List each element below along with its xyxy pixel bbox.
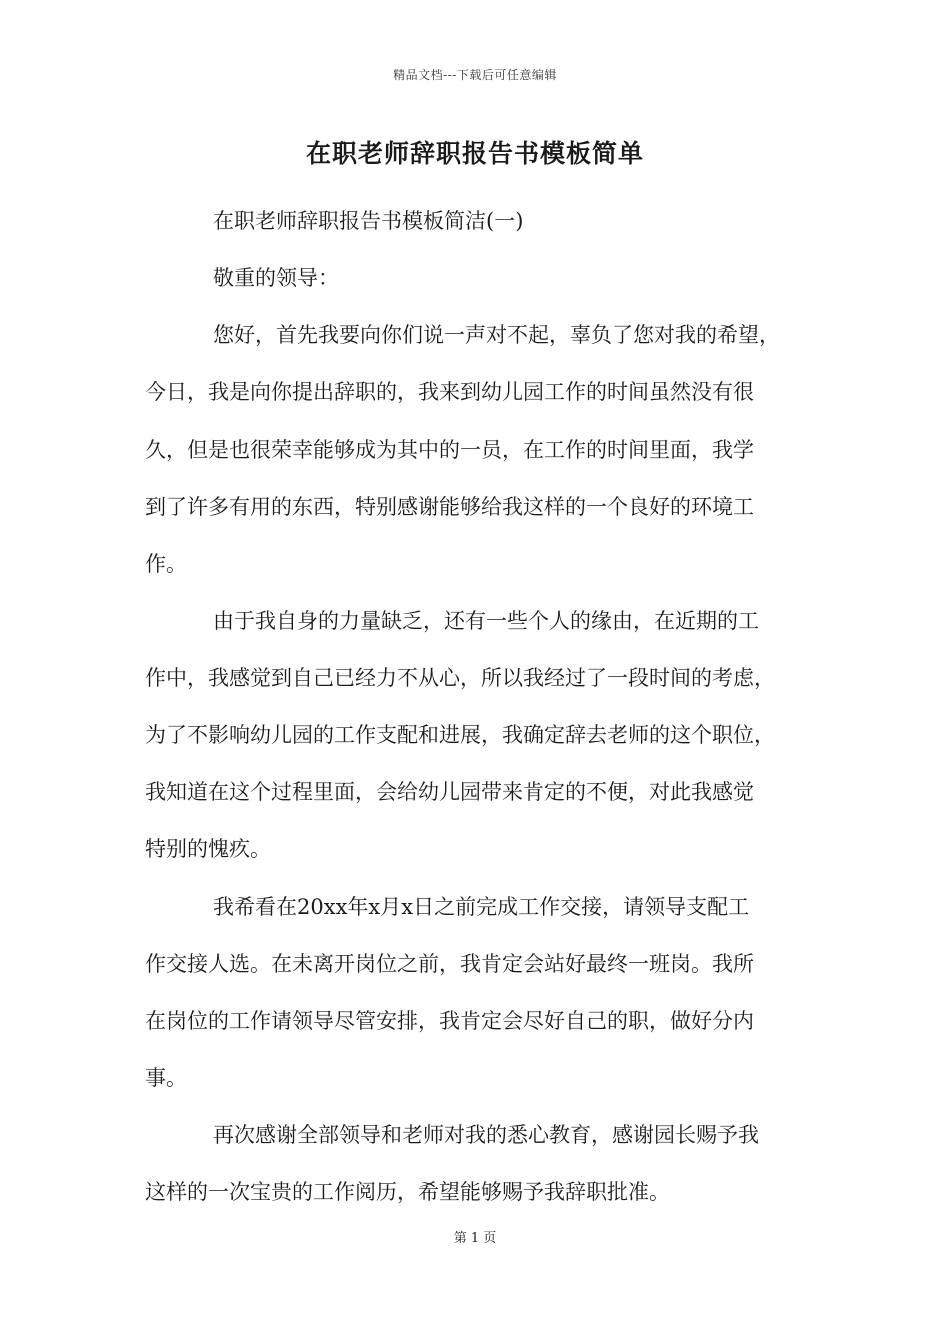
paragraph-line: 事。 xyxy=(145,1066,187,1090)
paragraph-line: 在岗位的工作请领导尽管安排，我肯定会尽好自己的职，做好分内 xyxy=(145,1009,754,1033)
document-title: 在职老师辞职报告书模板简单 xyxy=(305,139,644,168)
paragraph-line: 作中，我感觉到自己已经力不从心，所以我经过了一段时间的考虑， xyxy=(145,666,775,690)
paragraph-line: 再次感谢全部领导和老师对我的悉心教育，感谢园长赐予我 xyxy=(213,1123,759,1147)
salutation: 敬重的领导： xyxy=(213,266,339,290)
paragraph-line: 到了许多有用的东西，特别感谢能够给我这样的一个良好的环境工 xyxy=(145,495,754,519)
paragraph-line: 久，但是也很荣幸能够成为其中的一员，在工作的时间里面，我学 xyxy=(145,438,754,462)
paragraph-line: 今日，我是向你提出辞职的，我来到幼儿园工作的时间虽然没有很 xyxy=(145,380,754,404)
paragraph-line: 由于我自身的力量缺乏，还有一些个人的缘由，在近期的工 xyxy=(213,609,759,633)
paragraph-line: 我知道在这个过程里面，会给幼儿园带来肯定的不便，对此我感觉 xyxy=(145,780,754,804)
header-note: 精品文档---下载后可任意编辑 xyxy=(393,68,557,82)
paragraph-line: 您好，首先我要向你们说一声对不起，辜负了您对我的希望， xyxy=(213,323,780,347)
paragraph-line: 特别的愧疚。 xyxy=(145,837,271,861)
paragraph-line: 这样的一次宝贵的工作阅历，希望能够赐予我辞职批准。 xyxy=(145,1180,670,1204)
page-number: 第 1 页 xyxy=(453,1231,497,1246)
paragraph-line: 作。 xyxy=(145,552,187,576)
document-subtitle: 在职老师辞职报告书模板简洁(一) xyxy=(213,209,524,233)
paragraph-line: 我希看在20xx年x月x日之前完成工作交接，请领导支配工 xyxy=(213,895,750,919)
paragraph-line: 作交接人选。在未离开岗位之前，我肯定会站好最终一班岗。我所 xyxy=(145,952,754,976)
paragraph-line: 为了不影响幼儿园的工作支配和进展，我确定辞去老师的这个职位， xyxy=(145,723,775,747)
